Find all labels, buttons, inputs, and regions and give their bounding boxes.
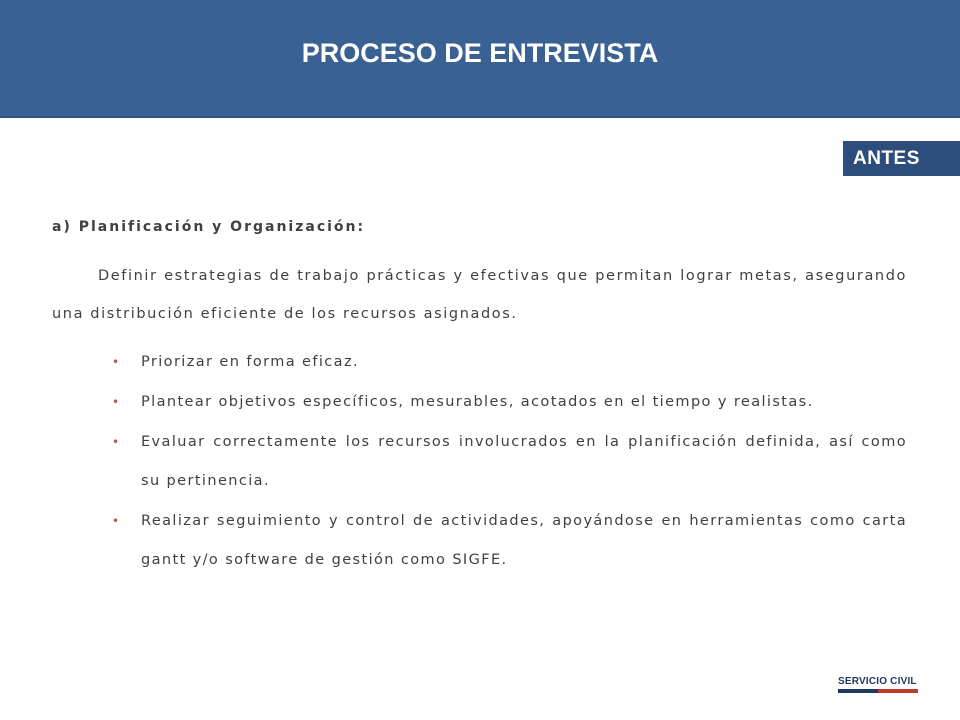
bullet-text: Plantear objetivos específicos, mesurables, acotados en el tiempo y realistas. bbox=[141, 394, 814, 410]
logo-text: SERVICIO CIVIL bbox=[838, 676, 917, 687]
bullet-icon: • bbox=[112, 514, 121, 528]
list-item bbox=[52, 343, 907, 382]
logo-stripes-icon bbox=[838, 689, 918, 693]
list-item bbox=[52, 423, 907, 501]
bullet-text: Evaluar correctamente los recursos involucrados en la planificación definida, así como su pertinencia. bbox=[141, 434, 907, 489]
intro-paragraph: Definir estrategias de trabajo prácticas y efectivas que permitan lograr metas, asegurando una distribución eficiente de los recursos asignados. bbox=[52, 268, 907, 322]
list-item bbox=[52, 383, 907, 422]
servicio-civil-logo bbox=[838, 672, 922, 700]
bullet-icon: • bbox=[112, 355, 121, 369]
logo-stripe-red bbox=[878, 689, 918, 693]
bullet-list bbox=[52, 343, 907, 580]
antes-badge: ANTES bbox=[843, 141, 960, 176]
bullet-text: Priorizar en forma eficaz. bbox=[141, 354, 359, 370]
bullet-text: Realizar seguimiento y control de actividades, apoyándose en herramientas como carta gantt y/o software de gestión como SIGFE. bbox=[141, 513, 907, 568]
slide-content bbox=[52, 215, 907, 581]
section-title: a) Planificación y Organización: bbox=[52, 219, 366, 235]
page-title: PROCESO DE ENTREVISTA bbox=[301, 38, 659, 68]
list-item bbox=[52, 502, 907, 580]
bullet-icon: • bbox=[112, 435, 121, 449]
bullet-icon: • bbox=[112, 395, 121, 409]
logo-stripe-blue bbox=[838, 689, 878, 693]
header-band bbox=[0, 0, 960, 118]
